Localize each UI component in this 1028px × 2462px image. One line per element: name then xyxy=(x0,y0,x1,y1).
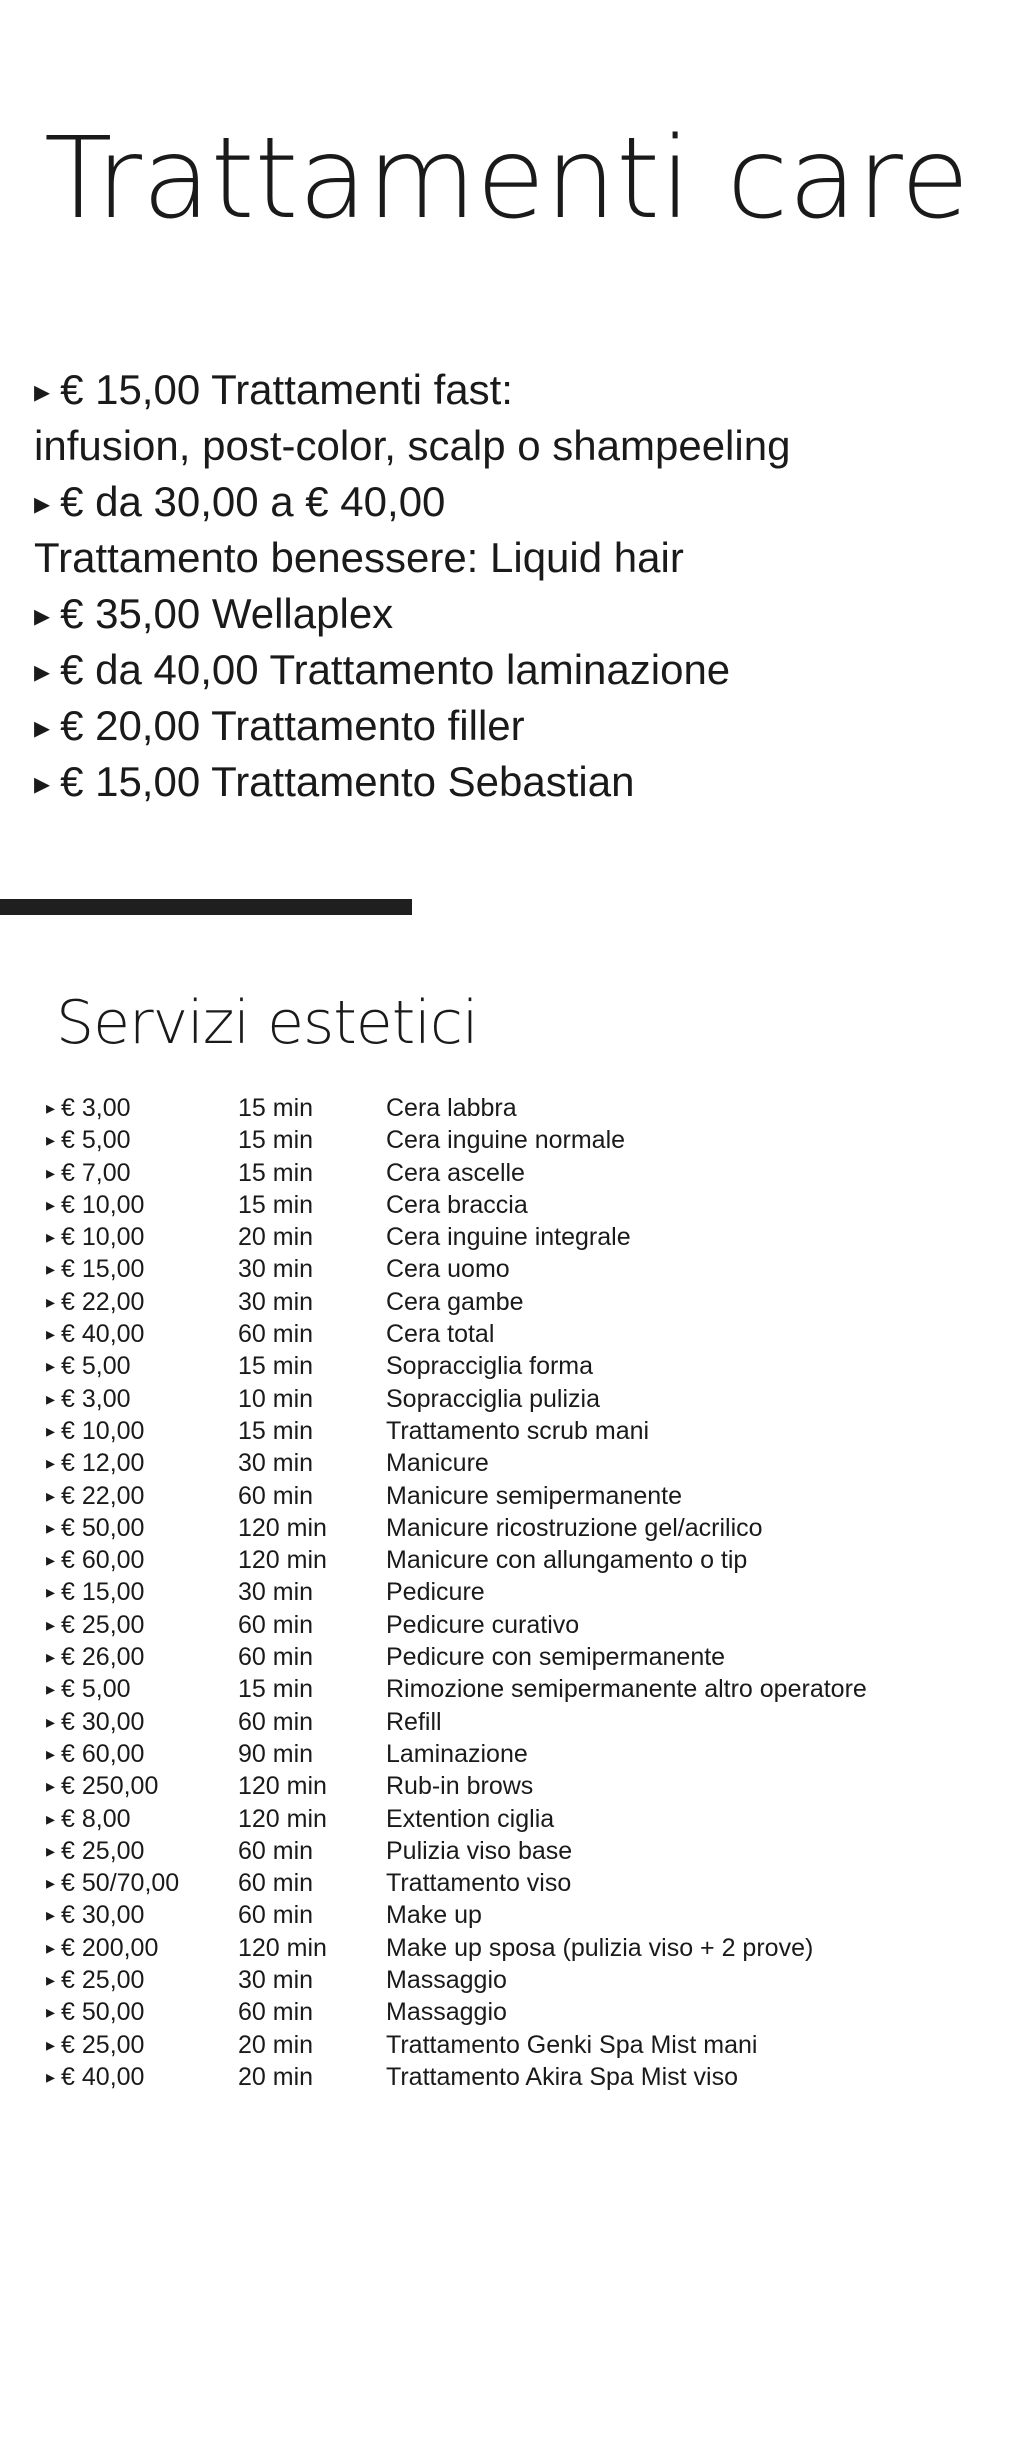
care-item-text: € da 30,00 a € 40,00 xyxy=(60,478,446,525)
bullet-icon: ▸ xyxy=(34,485,51,521)
service-price: € 12,00 xyxy=(61,1449,145,1478)
care-item xyxy=(34,530,1014,586)
service-duration: 15 min xyxy=(238,1158,314,1187)
care-item-text: € 15,00 Trattamento Sebastian xyxy=(60,758,635,805)
service-name: Massaggio xyxy=(386,1966,507,1995)
service-duration: 15 min xyxy=(238,1094,314,1122)
bullet-icon: ▸ xyxy=(46,1130,56,1151)
service-duration: 60 min xyxy=(238,1901,314,1930)
bullet-icon: ▸ xyxy=(46,1420,56,1441)
service-price: € 60,00 xyxy=(61,1739,145,1768)
bullet-icon: ▸ xyxy=(46,1324,56,1345)
service-name: Cera inguine normale xyxy=(386,1126,626,1155)
service-duration: 60 min xyxy=(238,1836,314,1865)
service-duration: 15 min xyxy=(238,1190,314,1219)
service-row xyxy=(46,1286,1006,1318)
service-row xyxy=(46,1092,1006,1124)
service-row xyxy=(46,1641,1006,1673)
service-duration: 120 min xyxy=(238,1933,327,1962)
care-item-text: Trattamento benessere: Liquid hair xyxy=(34,534,684,581)
service-duration: 60 min xyxy=(238,1869,314,1898)
service-price: € 50,00 xyxy=(61,1998,145,2027)
care-item xyxy=(34,642,1014,698)
service-duration: 60 min xyxy=(238,1610,314,1639)
service-name: Sopracciglia pulizia xyxy=(386,1384,601,1413)
bullet-icon: ▸ xyxy=(46,1453,56,1474)
bullet-icon: ▸ xyxy=(34,373,51,409)
service-price: € 5,00 xyxy=(61,1352,131,1381)
service-name: Make up sposa (pulizia viso + 2 prove) xyxy=(386,1933,814,1962)
service-price: € 3,00 xyxy=(61,1094,131,1122)
bullet-icon: ▸ xyxy=(46,1582,56,1603)
service-price-cell xyxy=(46,1415,238,1447)
service-price-cell xyxy=(46,1932,238,1964)
service-name: Sopracciglia forma xyxy=(386,1352,594,1381)
service-price: € 30,00 xyxy=(61,1707,145,1736)
care-item xyxy=(34,698,1014,754)
bullet-icon: ▸ xyxy=(46,1614,56,1635)
service-row xyxy=(46,1770,1006,1802)
service-row xyxy=(46,1996,1006,2028)
service-duration: 60 min xyxy=(238,1481,314,1510)
service-price-cell xyxy=(46,1350,238,1382)
service-price: € 15,00 xyxy=(61,1255,145,1284)
service-name: Pedicure xyxy=(386,1578,485,1607)
service-price-cell xyxy=(46,1738,238,1770)
service-duration: 90 min xyxy=(238,1739,314,1768)
service-duration: 60 min xyxy=(238,1643,314,1672)
service-price-cell xyxy=(46,1318,238,1350)
bullet-icon: ▸ xyxy=(46,1776,56,1797)
service-row xyxy=(46,1835,1006,1867)
bullet-icon: ▸ xyxy=(46,1259,56,1280)
bullet-icon: ▸ xyxy=(46,2002,56,2023)
service-row xyxy=(46,1932,1006,1964)
service-duration: 30 min xyxy=(238,1966,314,1995)
bullet-icon: ▸ xyxy=(46,1873,56,1894)
service-name: Extention ciglia xyxy=(386,1804,555,1833)
service-row xyxy=(46,1803,1006,1835)
service-price: € 3,00 xyxy=(61,1384,131,1413)
service-price: € 22,00 xyxy=(61,1287,145,1316)
service-price: € 40,00 xyxy=(61,1320,145,1349)
service-price-cell xyxy=(46,1253,238,1285)
service-name: Cera total xyxy=(386,1320,495,1349)
service-price: € 22,00 xyxy=(61,1481,145,1510)
service-row xyxy=(46,1480,1006,1512)
service-price-cell xyxy=(46,1964,238,1996)
service-row xyxy=(46,1253,1006,1285)
bullet-icon: ▸ xyxy=(46,1840,56,1861)
page-title: Trattamenti care xyxy=(44,114,970,244)
service-name: Rub-in brows xyxy=(386,1772,534,1801)
service-price: € 5,00 xyxy=(61,1675,131,1704)
service-price-cell xyxy=(46,1641,238,1673)
service-price: € 10,00 xyxy=(61,1190,145,1219)
service-price-cell xyxy=(46,1770,238,1802)
service-name: Pedicure con semipermanente xyxy=(386,1643,726,1672)
service-row xyxy=(46,1124,1006,1156)
service-price: € 25,00 xyxy=(61,1836,145,1865)
service-name: Massaggio xyxy=(386,1998,507,2027)
service-name: Cera braccia xyxy=(386,1190,528,1219)
service-duration: 120 min xyxy=(238,1546,327,1575)
service-name: Laminazione xyxy=(386,1739,528,1768)
bullet-icon: ▸ xyxy=(46,1905,56,1926)
bullet-icon: ▸ xyxy=(46,1711,56,1732)
service-duration: 120 min xyxy=(238,1513,327,1542)
bullet-icon: ▸ xyxy=(46,1194,56,1215)
service-duration: 30 min xyxy=(238,1255,314,1284)
service-price-cell xyxy=(46,1221,238,1253)
service-name: Cera uomo xyxy=(386,1255,510,1284)
service-duration: 120 min xyxy=(238,1772,327,1801)
service-name: Manicure semipermanente xyxy=(386,1481,682,1510)
service-row xyxy=(46,1383,1006,1415)
bullet-icon: ▸ xyxy=(46,1743,56,1764)
service-price-cell xyxy=(46,1835,238,1867)
service-price-cell xyxy=(46,1383,238,1415)
service-duration: 60 min xyxy=(238,1320,314,1349)
bullet-icon: ▸ xyxy=(46,2066,56,2087)
service-price: € 7,00 xyxy=(61,1158,131,1187)
service-row xyxy=(46,1350,1006,1382)
service-price: € 60,00 xyxy=(61,1546,145,1575)
service-name: Pulizia viso base xyxy=(386,1836,573,1865)
service-price: € 50/70,00 xyxy=(61,1869,180,1898)
service-name: Trattamento scrub mani xyxy=(386,1416,650,1445)
service-price-cell xyxy=(46,1706,238,1738)
bullet-icon: ▸ xyxy=(46,1970,56,1991)
service-price-cell xyxy=(46,1447,238,1479)
service-row xyxy=(46,1738,1006,1770)
service-price: € 30,00 xyxy=(61,1901,145,1930)
services-title: Servizi estetici xyxy=(56,988,478,1058)
service-row xyxy=(46,1576,1006,1608)
service-name: Cera inguine integrale xyxy=(386,1223,631,1252)
service-duration: 120 min xyxy=(238,1804,327,1833)
service-price-cell xyxy=(46,1544,238,1576)
service-price-cell xyxy=(46,1803,238,1835)
bullet-icon: ▸ xyxy=(34,709,51,745)
service-name: Refill xyxy=(386,1707,442,1736)
bullet-icon: ▸ xyxy=(46,1227,56,1248)
service-price: € 10,00 xyxy=(61,1416,145,1445)
service-row xyxy=(46,1964,1006,1996)
care-item xyxy=(34,754,1014,810)
service-price: € 8,00 xyxy=(61,1804,131,1833)
service-price: € 26,00 xyxy=(61,1643,145,1672)
service-price: € 15,00 xyxy=(61,1578,145,1607)
section-divider xyxy=(0,899,412,915)
care-item xyxy=(34,474,1014,530)
service-duration: 30 min xyxy=(238,1449,314,1478)
service-price-cell xyxy=(46,1092,238,1124)
service-duration: 15 min xyxy=(238,1416,314,1445)
service-duration: 15 min xyxy=(238,1675,314,1704)
service-row xyxy=(46,1673,1006,1705)
service-duration: 30 min xyxy=(238,1287,314,1316)
service-price-cell xyxy=(46,1996,238,2028)
service-name: Trattamento Akira Spa Mist viso xyxy=(386,2062,738,2091)
service-name: Cera ascelle xyxy=(386,1158,525,1187)
bullet-icon: ▸ xyxy=(46,1388,56,1409)
service-row xyxy=(46,1512,1006,1544)
service-duration: 60 min xyxy=(238,1707,314,1736)
service-price-cell xyxy=(46,1609,238,1641)
bullet-icon: ▸ xyxy=(46,1550,56,1571)
service-row xyxy=(46,1706,1006,1738)
service-name: Rimozione semipermanente altro operatore xyxy=(386,1675,867,1704)
bullet-icon: ▸ xyxy=(46,1485,56,1506)
bullet-icon: ▸ xyxy=(46,1291,56,1312)
service-duration: 20 min xyxy=(238,2030,314,2059)
service-price-cell xyxy=(46,1189,238,1221)
bullet-icon: ▸ xyxy=(46,1808,56,1829)
service-row xyxy=(46,1318,1006,1350)
service-price-cell xyxy=(46,1480,238,1512)
care-item xyxy=(34,362,1014,418)
service-name: Pedicure curativo xyxy=(386,1610,580,1639)
service-name: Cera labbra xyxy=(386,1094,517,1122)
care-treatments-list xyxy=(34,362,1014,810)
service-row xyxy=(46,1867,1006,1899)
care-item-text: infusion, post-color, scalp o shampeeling xyxy=(34,422,791,469)
bullet-icon: ▸ xyxy=(46,1162,56,1183)
service-row xyxy=(46,1544,1006,1576)
service-row xyxy=(46,1157,1006,1189)
service-row xyxy=(46,1415,1006,1447)
service-row xyxy=(46,1189,1006,1221)
service-price: € 5,00 xyxy=(61,1126,131,1155)
service-row xyxy=(46,2029,1006,2061)
service-price-cell xyxy=(46,1867,238,1899)
service-price: € 40,00 xyxy=(61,2062,145,2091)
service-name: Manicure con allungamento o tip xyxy=(386,1546,748,1575)
service-duration: 20 min xyxy=(238,1223,314,1252)
service-name: Trattamento viso xyxy=(386,1869,572,1898)
service-price: € 10,00 xyxy=(61,1223,145,1252)
care-item xyxy=(34,418,1014,474)
bullet-icon: ▸ xyxy=(46,1356,56,1377)
service-price: € 50,00 xyxy=(61,1513,145,1542)
service-row xyxy=(46,1609,1006,1641)
bullet-icon: ▸ xyxy=(34,597,51,633)
service-price-cell xyxy=(46,1124,238,1156)
care-item-text: € da 40,00 Trattamento laminazione xyxy=(60,646,731,693)
service-row xyxy=(46,1899,1006,1931)
service-price-cell xyxy=(46,1576,238,1608)
service-name: Manicure xyxy=(386,1449,489,1478)
service-duration: 30 min xyxy=(238,1578,314,1607)
service-row xyxy=(46,1221,1006,1253)
service-duration: 15 min xyxy=(238,1126,314,1155)
service-price: € 25,00 xyxy=(61,2030,145,2059)
service-duration: 15 min xyxy=(238,1352,314,1381)
service-name: Trattamento Genki Spa Mist mani xyxy=(386,2030,758,2059)
service-name: Manicure ricostruzione gel/acrilico xyxy=(386,1513,763,1542)
care-item-text: € 15,00 Trattamenti fast: xyxy=(60,366,513,413)
service-price: € 250,00 xyxy=(61,1772,159,1801)
service-price-cell xyxy=(46,1157,238,1189)
service-name: Cera gambe xyxy=(386,1287,524,1316)
service-name: Make up xyxy=(386,1901,482,1930)
service-price: € 200,00 xyxy=(61,1933,159,1962)
service-row xyxy=(46,2061,1006,2093)
service-price: € 25,00 xyxy=(61,1966,145,1995)
care-item-text: € 20,00 Trattamento filler xyxy=(60,702,525,749)
service-price-cell xyxy=(46,1673,238,1705)
bullet-icon: ▸ xyxy=(46,1937,56,1958)
service-price-cell xyxy=(46,2061,238,2093)
service-price-cell xyxy=(46,1286,238,1318)
service-price-cell xyxy=(46,2029,238,2061)
service-duration: 20 min xyxy=(238,2062,314,2091)
services-table xyxy=(46,1092,1006,2093)
service-price: € 25,00 xyxy=(61,1610,145,1639)
bullet-icon: ▸ xyxy=(46,2034,56,2055)
service-price-cell xyxy=(46,1899,238,1931)
service-price-cell xyxy=(46,1512,238,1544)
bullet-icon: ▸ xyxy=(34,653,51,689)
service-row xyxy=(46,1447,1006,1479)
bullet-icon: ▸ xyxy=(34,765,51,801)
service-duration: 10 min xyxy=(238,1384,314,1413)
bullet-icon: ▸ xyxy=(46,1517,56,1538)
bullet-icon: ▸ xyxy=(46,1098,56,1118)
bullet-icon: ▸ xyxy=(46,1679,56,1700)
care-item xyxy=(34,586,1014,642)
service-duration: 60 min xyxy=(238,1998,314,2027)
bullet-icon: ▸ xyxy=(46,1647,56,1668)
care-item-text: € 35,00 Wellaplex xyxy=(60,590,394,637)
